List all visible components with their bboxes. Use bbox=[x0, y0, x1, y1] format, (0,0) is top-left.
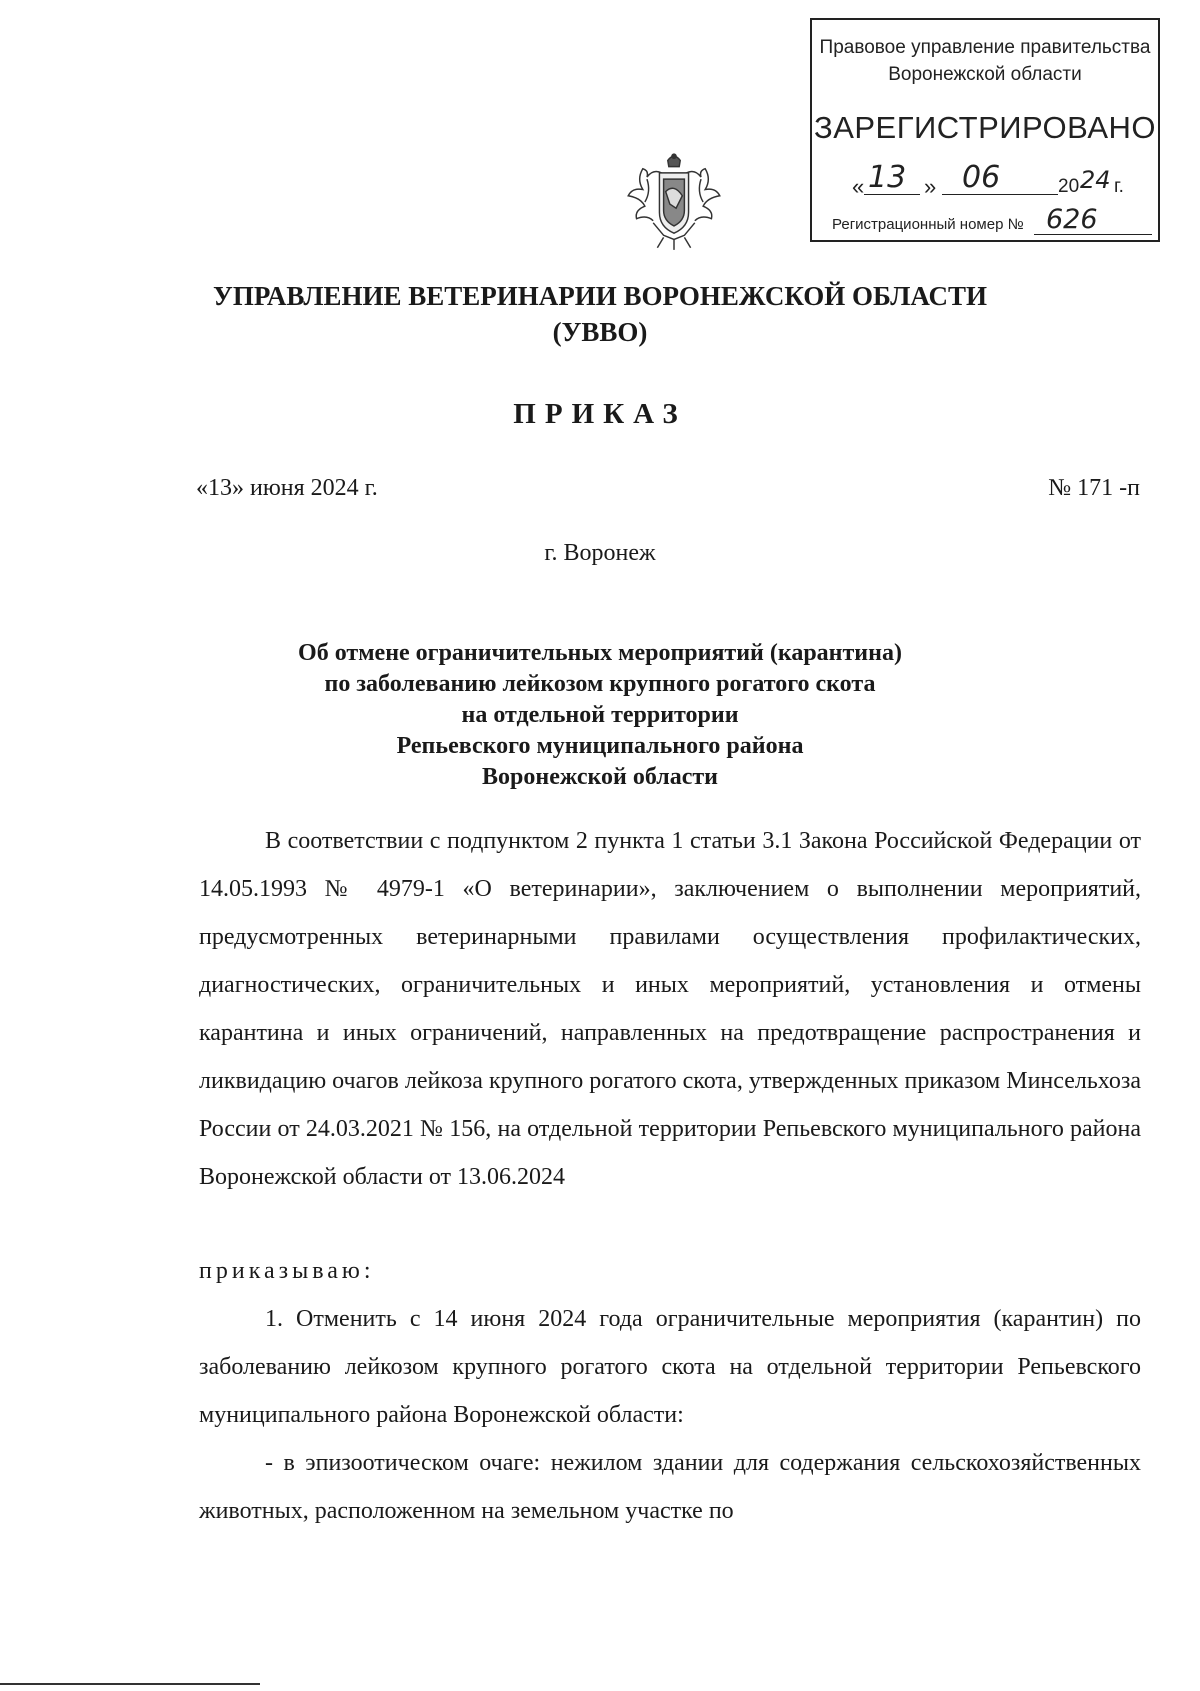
stamp-year-prefix: 20 bbox=[1058, 176, 1080, 197]
agency-title-line1: УПРАВЛЕНИЕ ВЕТЕРИНАРИИ ВОРОНЕЖСКОЙ ОБЛАСТИ bbox=[213, 281, 987, 311]
clause-1-item-paragraph: - в эпизоотическом очаге: нежилом здании для содержания сельскохозяйственных животных, расположенном на земельном участке по bbox=[199, 1450, 1141, 1524]
stamp-org-line1: Правовое управление правительства bbox=[819, 37, 1151, 58]
stamp-reg-number: 626 bbox=[1046, 204, 1098, 235]
document-subject bbox=[0, 638, 1200, 793]
preamble-paragraph: В соответствии с подпунктом 2 пункта 1 статьи 3.1 Закона Российской Федерации от 14.05.1993 № 4979-1 «О ветеринарии», заключением о выполнении мероприятий, предусмотренных ветеринарными правилами осуществления профилактических, диагностических, ограничительных и иных мероприятий, установления и отмены карантина и иных ограничений, направленных на предотвращение распространения и ликвидацию очагов лейкоза крупного рогатого скота, утвержденных приказом Минсельхоза России от 24.03.2021 № 156, на отдельной территории Репьевского муниципального района Воронежской области от 13.06.2024 bbox=[199, 828, 1141, 1190]
stamp-year-suffix: 24 bbox=[1080, 166, 1111, 194]
subject-line3: на отдельной территории bbox=[461, 702, 739, 728]
stamp-day: 13 bbox=[868, 160, 907, 195]
clause-1-paragraph: 1. Отменить с 14 июня 2024 года ограничительные мероприятия (карантин) по заболеванию лейкозом крупного рогатого скота на отдельной территории Репьевского муниципального района Воронежской области: bbox=[199, 1306, 1141, 1428]
document-date: «13» июня 2024 г. bbox=[196, 475, 378, 501]
stamp-year-unit: г. bbox=[1114, 176, 1124, 197]
stamp-org-line2: Воронежской области bbox=[888, 64, 1082, 85]
document-city: г. Воронеж bbox=[544, 540, 656, 566]
stamp-date: « 13 » 06 20 24 г. bbox=[852, 160, 1124, 199]
agency-title bbox=[0, 278, 1200, 350]
subject-line1: Об отмене ограничительных мероприятий (карантина) bbox=[298, 640, 902, 666]
orders-word: приказываю: bbox=[199, 1258, 375, 1284]
stamp-reg-label: Регистрационный номер № bbox=[832, 216, 1024, 233]
scan-edge-line bbox=[0, 1683, 260, 1685]
registration-stamp bbox=[810, 18, 1160, 242]
stamp-organization bbox=[812, 34, 1158, 88]
document-number: № 171 -п bbox=[1048, 475, 1140, 501]
coat-of-arms-icon bbox=[622, 150, 726, 254]
subject-line4: Репьевского муниципального района bbox=[396, 733, 804, 759]
document-type: ПРИКАЗ bbox=[513, 398, 687, 430]
agency-title-line2: (УВВО) bbox=[552, 317, 648, 347]
stamp-registered-label: ЗАРЕГИСТРИРОВАНО bbox=[813, 110, 1156, 145]
subject-line2: по заболеванию лейкозом крупного рогатого скота bbox=[324, 671, 876, 697]
stamp-month: 06 bbox=[962, 160, 1001, 195]
subject-line5: Воронежской области bbox=[482, 764, 718, 790]
